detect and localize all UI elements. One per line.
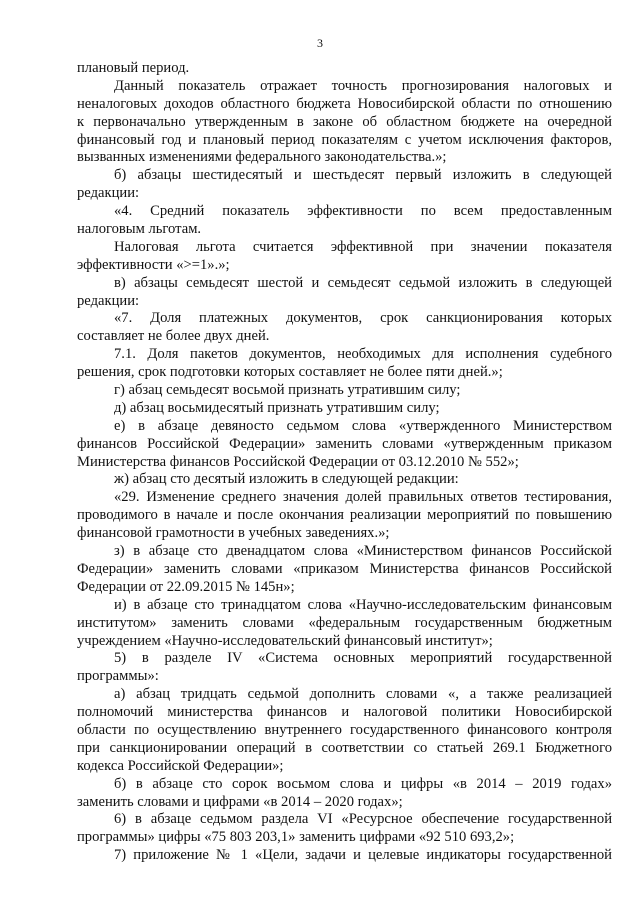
text-line: программы» цифры «75 803 203,1» заменить цифрами «92 510 693,2»; [77, 829, 515, 846]
text-line: б) абзацы шестидесятый и шестьдесят первый изложить в следующей [114, 167, 612, 184]
text-line: д) абзац восьмидесятый признать утратившим силу; [114, 399, 440, 416]
text-line: редакции: [77, 185, 140, 202]
text-line: программы»: [77, 668, 159, 685]
text-line: проводимого в начале и после окончания реализации мероприятий по повышению [77, 507, 612, 524]
text-line: Министерства финансов Российской Федерации от 03.12.2010 № 552»; [77, 453, 519, 470]
text-line: и) в абзаце сто тринадцатом слова «Научно-исследовательским финансовым [114, 596, 612, 613]
text-line: «7. Доля платежных документов, срок санкционирования которых [114, 310, 612, 327]
text-line: неналоговых доходов областного бюджета Новосибирской области по отношению [77, 95, 612, 112]
text-line: институтом» заменить словами «федеральным государственным бюджетным [77, 614, 612, 631]
text-line: ж) абзац сто десятый изложить в следующей редакции: [114, 471, 459, 488]
text-line: г) абзац семьдесят восьмой признать утратившим силу; [114, 382, 461, 399]
page-number: 3 [317, 36, 323, 50]
text-line: Федерации от 22.09.2015 № 145н»; [77, 578, 295, 595]
text-line: редакции: [77, 292, 140, 309]
text-line: 5) в разделе IV «Система основных мероприятий государственной [114, 650, 612, 667]
text-line: к первоначально утвержденным в законе об областном бюджете на очередной [77, 113, 612, 130]
text-line: при санкционировании операций в соответствии со статьей 269.1 Бюджетного [77, 739, 612, 756]
text-line: б) в абзаце сто сорок восьмом слова и цифры «в 2014 – 2019 годах» [114, 775, 612, 792]
text-line: составляет не более двух дней. [77, 328, 270, 345]
text-line: учреждением «Научно-исследовательский финансовый институт»; [77, 632, 493, 649]
text-line: полномочий министерства финансов и налоговой политики Новосибирской [77, 704, 612, 721]
text-line: Федерации» заменить словами «приказом Министерства финансов Российской [77, 560, 612, 577]
text-line: 6) в абзаце седьмом раздела VI «Ресурсное обеспечение государственной [114, 811, 612, 828]
text-line: эффективности «>=1».»; [77, 256, 230, 273]
text-line: плановый период. [77, 60, 190, 76]
text-line: области по осуществлению внутреннего государственного финансового контроля [77, 721, 612, 738]
text-line: е) в абзаце девяносто седьмом слова «утвержденного Министерством [114, 417, 612, 434]
text-line: 7) приложение № 1 «Цели, задачи и целевые индикаторы государственной [114, 847, 612, 864]
text-line: финансов Российской Федерации» заменить словами «утвержденным приказом [77, 435, 612, 452]
text-line: Данный показатель отражает точность прогнозирования налоговых и [114, 77, 612, 94]
text-line: финансовой грамотности в учебных заведениях.»; [77, 525, 390, 542]
text-line: налоговым льготам. [77, 221, 202, 238]
text-line: 7.1. Доля пакетов документов, необходимых для исполнения судебного [114, 346, 612, 363]
text-line: а) абзац тридцать седьмой дополнить словами «, а также реализацией [114, 686, 612, 703]
text-line: «29. Изменение среднего значения долей правильных ответов тестирования, [114, 489, 612, 506]
text-line: заменить словами и цифрами «в 2014 – 2020 годах»; [77, 793, 403, 810]
text-line: кодекса Российской Федерации»; [77, 757, 284, 774]
text-line: вызванных изменениями федерального законодательства.»; [77, 149, 447, 166]
document-body [77, 60, 612, 865]
text-line: в) абзацы семьдесят шестой и семьдесят седьмой изложить в следующей [114, 274, 612, 291]
text-line: «4. Средний показатель эффективности по всем предоставленным [114, 203, 612, 220]
text-line: финансовый год и плановый период показателям с учетом исключения факторов, [77, 131, 612, 148]
text-line: решения, срок подготовки которых составляет не более пяти дней.»; [77, 364, 503, 381]
text-line: Налоговая льгота считается эффективной при значении показателя [114, 238, 612, 255]
text-line: з) в абзаце сто двенадцатом слова «Министерством финансов Российской [114, 543, 612, 560]
